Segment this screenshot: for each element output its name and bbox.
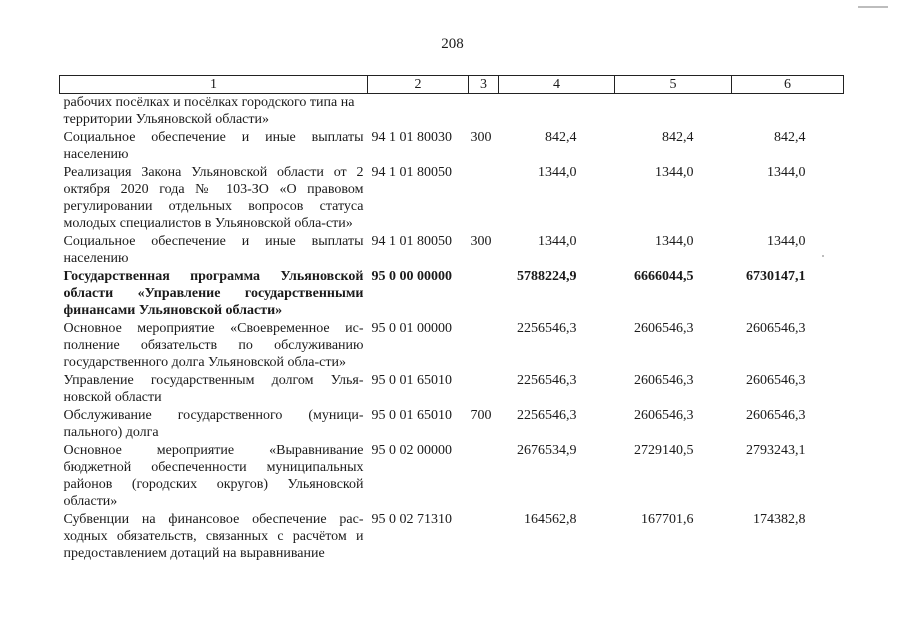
row-name: Субвенции на финансовое обеспечение рас-ходных обязательств, связанных с расчётом и предоставлением дотаций на выравнивание: [63, 512, 364, 561]
table-row: [60, 233, 844, 268]
row-type: [469, 442, 499, 511]
row-value-2022: 1344,0: [655, 234, 694, 249]
row-value-2021: 5788224,9: [517, 269, 577, 284]
row-value-2022: 2606546,3: [634, 408, 694, 423]
row-value-2023: [732, 94, 844, 130]
table-row: [60, 94, 844, 130]
row-name: Основное мероприятие «Своевременное ис-полнение обязательств по обслуживанию государственного долга Ульяновской обла-сти»: [63, 321, 364, 370]
page-number: 208: [441, 36, 464, 52]
row-name: Управление государственным долгом Улья-новской области: [63, 373, 364, 405]
row-code: 95 0 02 00000: [371, 443, 452, 458]
row-value-2021: 2676534,9: [517, 443, 577, 458]
table-row: [60, 372, 844, 407]
table-header: [60, 76, 844, 94]
row-value-2022: 2606546,3: [634, 373, 694, 388]
header-col-4: 4: [499, 76, 615, 94]
table-row: [60, 442, 844, 511]
table-row: [60, 511, 844, 563]
row-value-2021: 1344,0: [538, 165, 577, 180]
row-value-2023: 174382,8: [753, 512, 806, 527]
row-code: 94 1 01 80030: [371, 130, 452, 145]
header-col-2: 2: [368, 76, 469, 94]
row-type: 300: [470, 234, 492, 249]
row-value-2021: 2256546,3: [517, 373, 577, 388]
row-value-2021: 842,4: [545, 130, 577, 145]
row-name: Основное мероприятие «Выравнивание бюджетной обеспеченности муниципальных районов (городских округов) Ульяновской области»: [63, 443, 364, 509]
table-row-program: [60, 268, 844, 320]
row-value-2023: 842,4: [774, 130, 806, 145]
row-name: рабочих посёлках и посёлках городского типа на территории Ульяновской области»: [63, 95, 355, 127]
row-value-2023: 2606546,3: [746, 321, 806, 336]
row-type: [469, 372, 499, 407]
row-code: 95 0 01 65010: [371, 373, 452, 388]
header-col-5: 5: [615, 76, 732, 94]
scan-speck: [858, 6, 888, 8]
row-value-2022: 6666044,5: [634, 269, 694, 284]
row-name: Обслуживание государственного (муници-пального) долга: [63, 408, 364, 440]
row-value-2023: 1344,0: [767, 165, 806, 180]
table-row: [60, 407, 844, 442]
row-value-2023: 2606546,3: [746, 408, 806, 423]
row-value-2022: [615, 94, 732, 130]
row-value-2022: 842,4: [662, 130, 694, 145]
row-type: 300: [470, 130, 492, 145]
row-code: 94 1 01 80050: [371, 165, 452, 180]
row-value-2021: 164562,8: [524, 512, 577, 527]
row-value-2022: 2729140,5: [634, 443, 694, 458]
row-code: 95 0 01 00000: [371, 321, 452, 336]
budget-table: [59, 75, 844, 563]
row-type: [469, 164, 499, 233]
row-name: Социальное обеспечение и иные выплаты населению: [63, 130, 364, 162]
row-type: [469, 268, 499, 320]
row-value-2021: 2256546,3: [517, 321, 577, 336]
table-row: [60, 129, 844, 164]
row-name: Социальное обеспечение и иные выплаты населению: [63, 234, 364, 266]
row-type: [469, 94, 499, 130]
header-col-6: 6: [732, 76, 844, 94]
table-row: [60, 164, 844, 233]
header-row: [60, 76, 844, 94]
row-name: Реализация Закона Ульяновской области от 2 октября 2020 года № 103-ЗО «О правовом регулировании отдельных вопросов статуса молодых специалистов в Ульяновской обла-сти»: [63, 165, 364, 231]
row-name: Государственная программа Ульяновской области «Управление государственными финансами Ульяновской области»: [63, 269, 364, 318]
row-code: [368, 94, 469, 130]
row-value-2021: 1344,0: [538, 234, 577, 249]
scan-speck: [822, 255, 824, 257]
row-type: 700: [470, 408, 492, 423]
row-type: [469, 320, 499, 372]
row-value-2021: 2256546,3: [517, 408, 577, 423]
header-col-3: 3: [469, 76, 499, 94]
row-type: [469, 511, 499, 563]
row-code: 95 0 02 71310: [371, 512, 452, 527]
header-col-1: 1: [60, 76, 368, 94]
table-row: [60, 320, 844, 372]
row-value-2022: 1344,0: [655, 165, 694, 180]
row-code: 94 1 01 80050: [371, 234, 452, 249]
row-value-2023: 6730147,1: [746, 269, 806, 284]
row-value-2021: [499, 94, 615, 130]
row-value-2022: 167701,6: [641, 512, 694, 527]
row-value-2023: 1344,0: [767, 234, 806, 249]
row-value-2023: 2606546,3: [746, 373, 806, 388]
row-value-2023: 2793243,1: [746, 443, 806, 458]
row-code: 95 0 01 65010: [371, 408, 452, 423]
row-value-2022: 2606546,3: [634, 321, 694, 336]
table-body: [60, 94, 844, 564]
row-code: 95 0 00 00000: [371, 269, 452, 284]
